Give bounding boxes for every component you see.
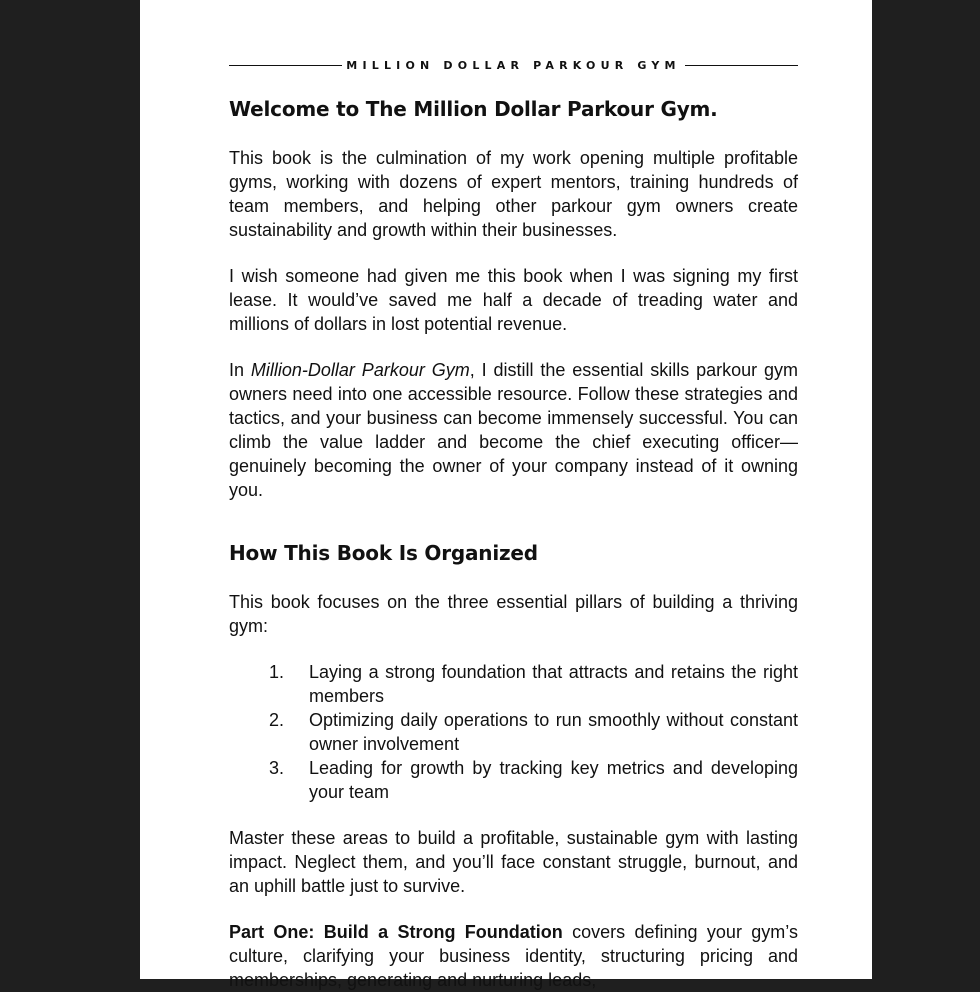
organization-heading: How This Book Is Organized xyxy=(229,541,538,565)
header-rule-left xyxy=(229,65,342,66)
part-one-label: Part One: Build a Strong Foundation xyxy=(229,922,563,942)
book-title-italic: Million-Dollar Parkour Gym xyxy=(250,360,470,380)
list-item xyxy=(229,756,798,804)
pillars-list xyxy=(229,660,798,804)
pillars-intro: This book focuses on the three essential pillars of building a thriving gym: xyxy=(229,592,798,636)
list-number: 3. xyxy=(269,758,285,778)
part-one-paragraph xyxy=(229,920,798,992)
list-number: 2. xyxy=(269,710,285,730)
running-header xyxy=(229,56,798,74)
part-one-text: covers defining your gym’s culture, clarifying your business identity, structuring pricing and memberships, generating and nurturing leads, xyxy=(229,922,798,990)
list-item xyxy=(229,660,798,708)
header-rule-right xyxy=(685,65,798,66)
list-text: Laying a strong foundation that attracts and retains the right members xyxy=(309,662,798,706)
distill-paragraph xyxy=(229,358,798,502)
list-item xyxy=(229,708,798,756)
list-text: Optimizing daily operations to run smoothly without constant owner involvement xyxy=(309,710,798,754)
running-title: MILLION DOLLAR PARKOUR GYM xyxy=(346,58,681,72)
distill-prefix: In xyxy=(229,360,251,380)
intro-paragraph: This book is the culmination of my work opening multiple profitable gyms, working with dozens of expert mentors, training hundreds of team members, and helping other parkour gym owners create sustainability and growth within their businesses. xyxy=(229,148,798,240)
document-page xyxy=(140,0,872,990)
lease-paragraph: I wish someone had given me this book when I was signing my first lease. It would’ve saved me half a decade of treading water and millions of dollars in lost potential revenue. xyxy=(229,266,798,334)
welcome-heading: Welcome to The Million Dollar Parkour Gym. xyxy=(229,97,718,121)
list-text: Leading for growth by tracking key metrics and developing your team xyxy=(309,758,798,802)
list-number: 1. xyxy=(269,662,285,682)
summary-paragraph: Master these areas to build a profitable, sustainable gym with lasting impact. Neglect them, and you’ll face constant struggle, burnout, and an uphill battle just to survive. xyxy=(229,828,798,896)
distill-text: , I distill the essential skills parkour gym owners need into one accessible resource. Follow these strategies and tactics, and your business can become immensely successful. You can climb the value ladder and become the chief executing officer—genuinely becoming the owner of your company instead of it owning you. xyxy=(229,360,799,500)
